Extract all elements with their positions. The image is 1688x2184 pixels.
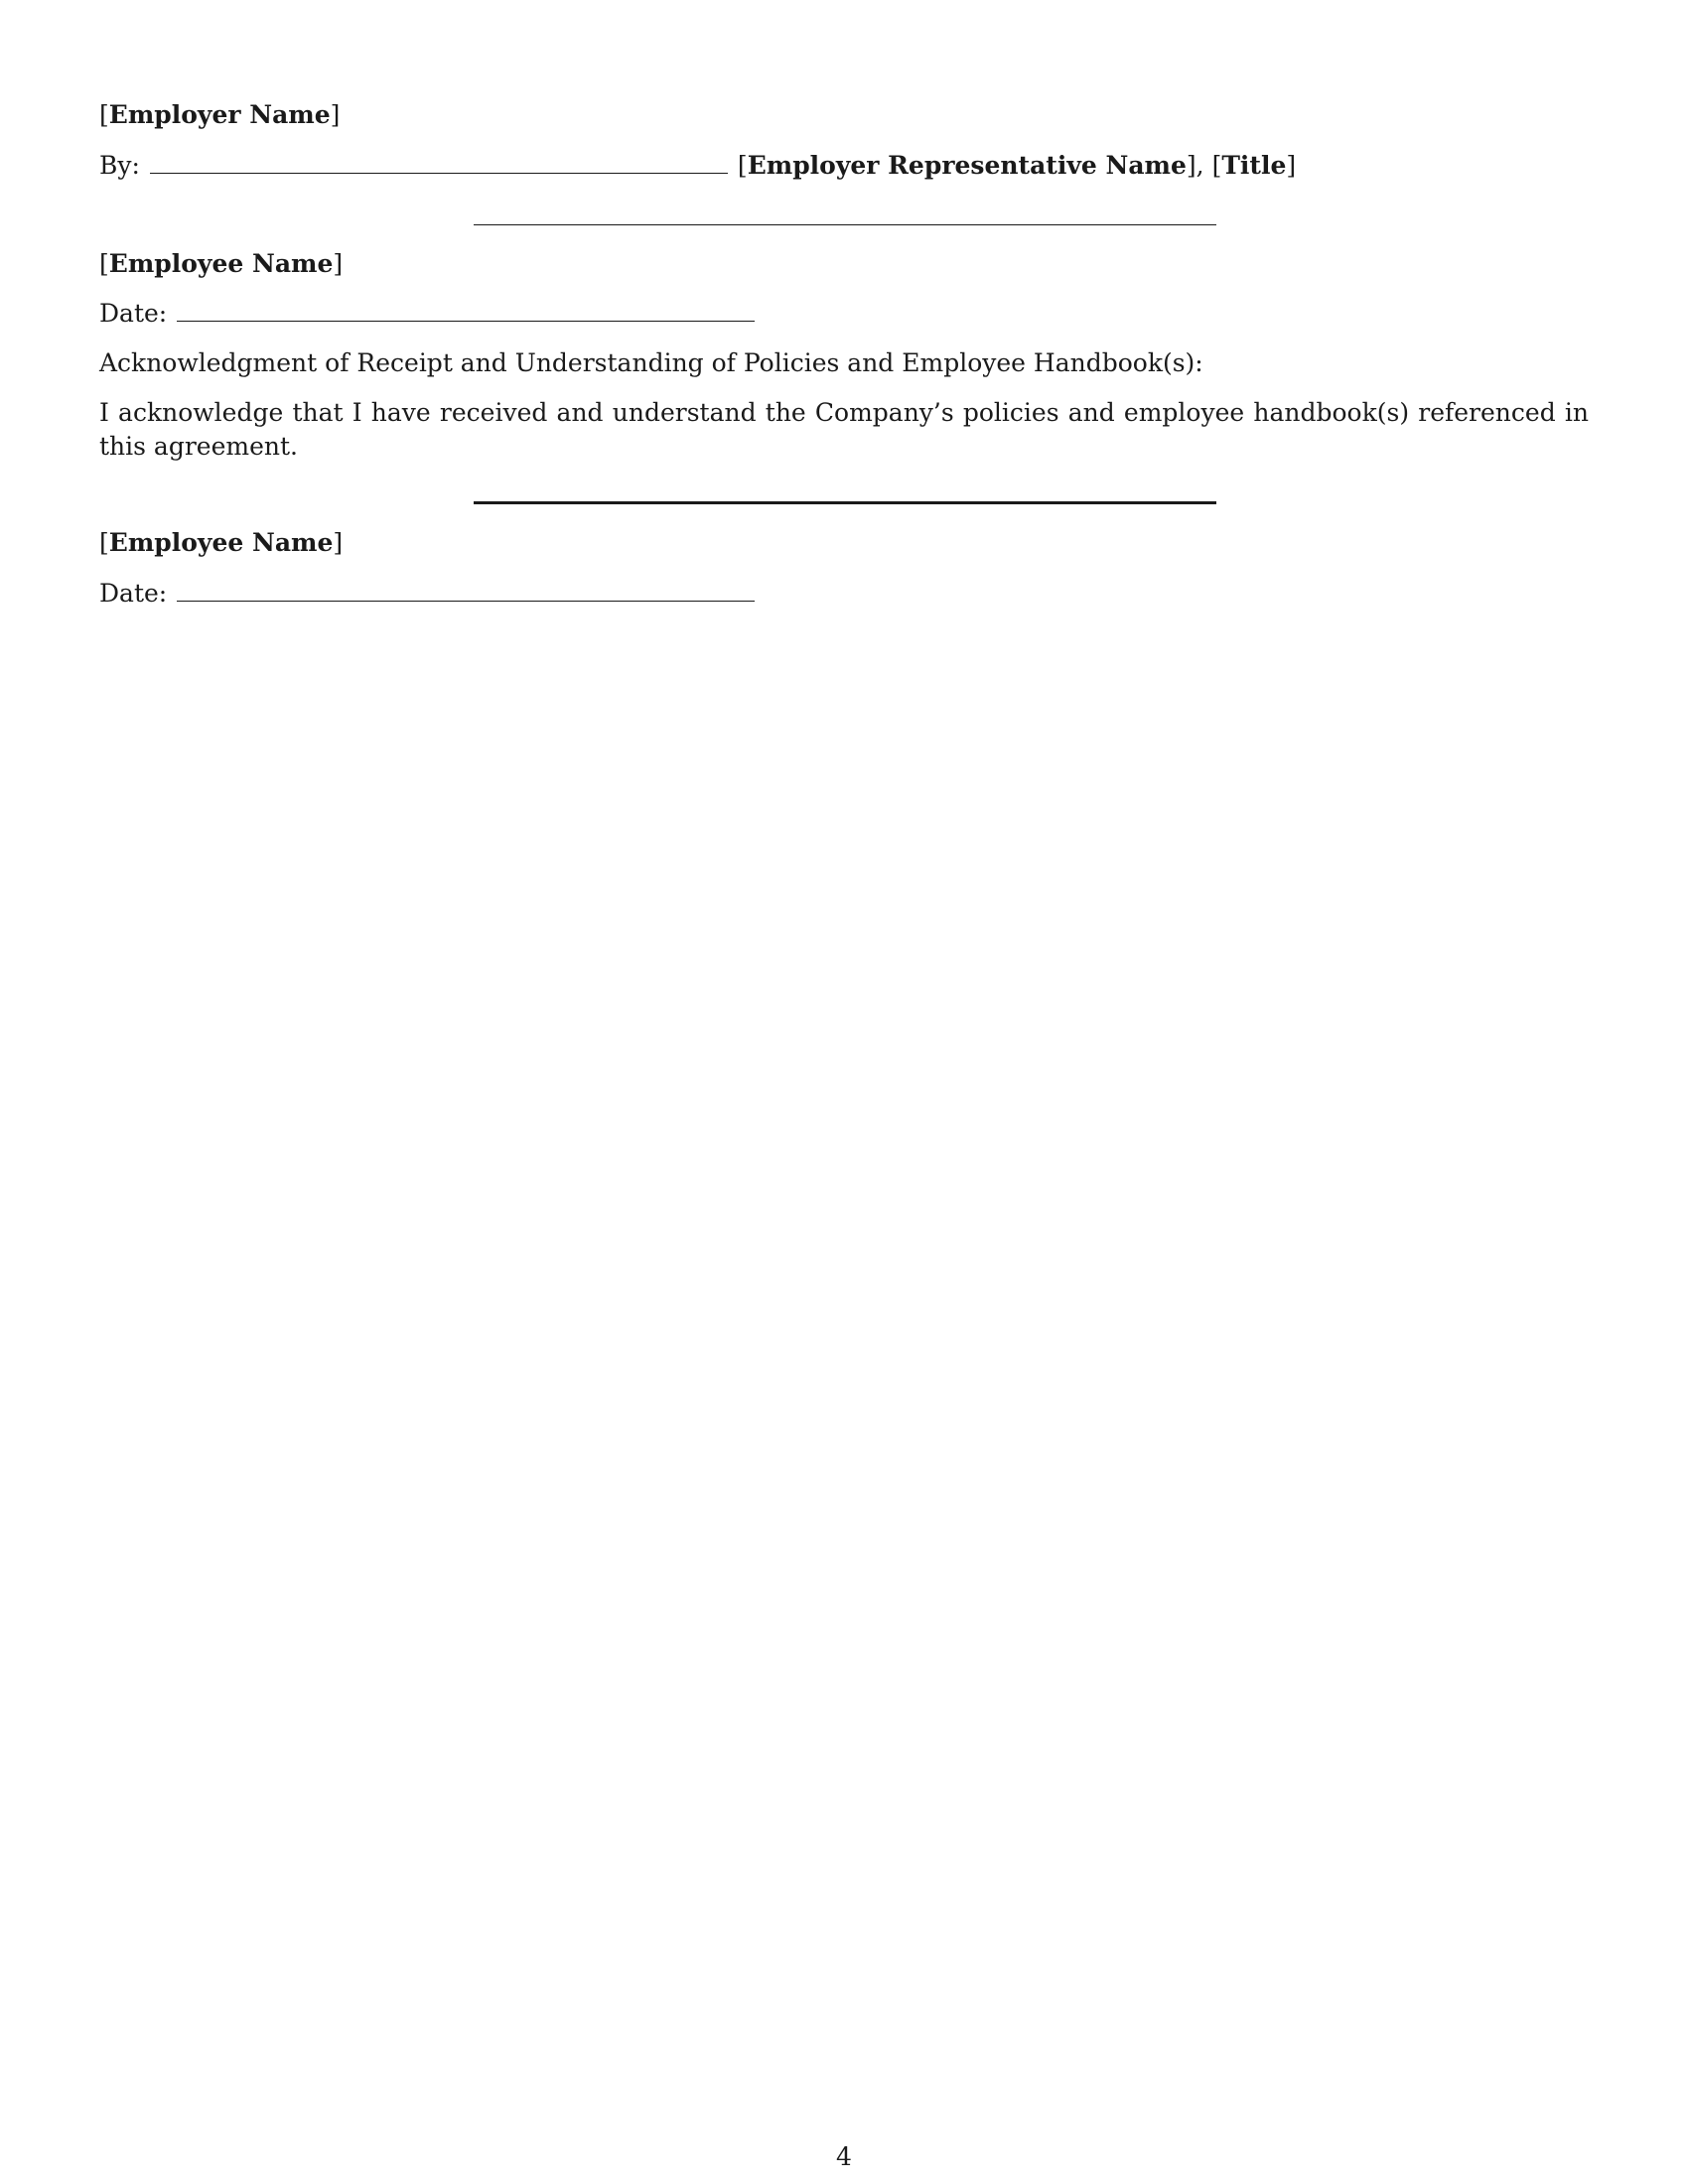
acknowledgment-signature-rule[interactable]	[474, 501, 1216, 504]
employer-representative-name: Employer Representative Name	[747, 151, 1187, 180]
employee-signature-rule[interactable]	[474, 224, 1216, 225]
employee-date-line	[99, 299, 765, 329]
acknowledgment-heading: Acknowledgment of Receipt and Understanding of Policies and Employee Handbook(s):	[99, 348, 1203, 377]
acknowledgment-body: I acknowledge that I have received and understand the Company’s policies and employee handbook(s) referenced in this agreement.	[99, 398, 1589, 461]
date-label: Date:	[99, 299, 168, 328]
acknowledgment-employee-name-line: [Employee Name]	[99, 528, 344, 557]
employer-signature-line: By: [Employer Representative Name], [Title]	[99, 151, 1297, 180]
acknowledgment-date-label: Date:	[99, 579, 168, 608]
employee-name: Employee Name	[108, 249, 334, 278]
employer-name: Employer Name	[108, 100, 331, 129]
name-title-separator: ,	[1196, 151, 1204, 180]
acknowledgment-employee-name: Employee Name	[108, 528, 334, 557]
employer-name-line: [Employer Name]	[99, 100, 341, 129]
acknowledgment-date-line	[99, 579, 765, 609]
by-label: By:	[99, 151, 140, 180]
employee-name-line: [Employee Name]	[99, 249, 344, 278]
acknowledgment-date-blank[interactable]	[177, 581, 755, 602]
employer-title: Title	[1221, 151, 1287, 180]
employee-date-blank[interactable]	[177, 301, 755, 322]
page-number: 4	[836, 2142, 852, 2171]
employer-signature-blank[interactable]	[150, 153, 728, 174]
